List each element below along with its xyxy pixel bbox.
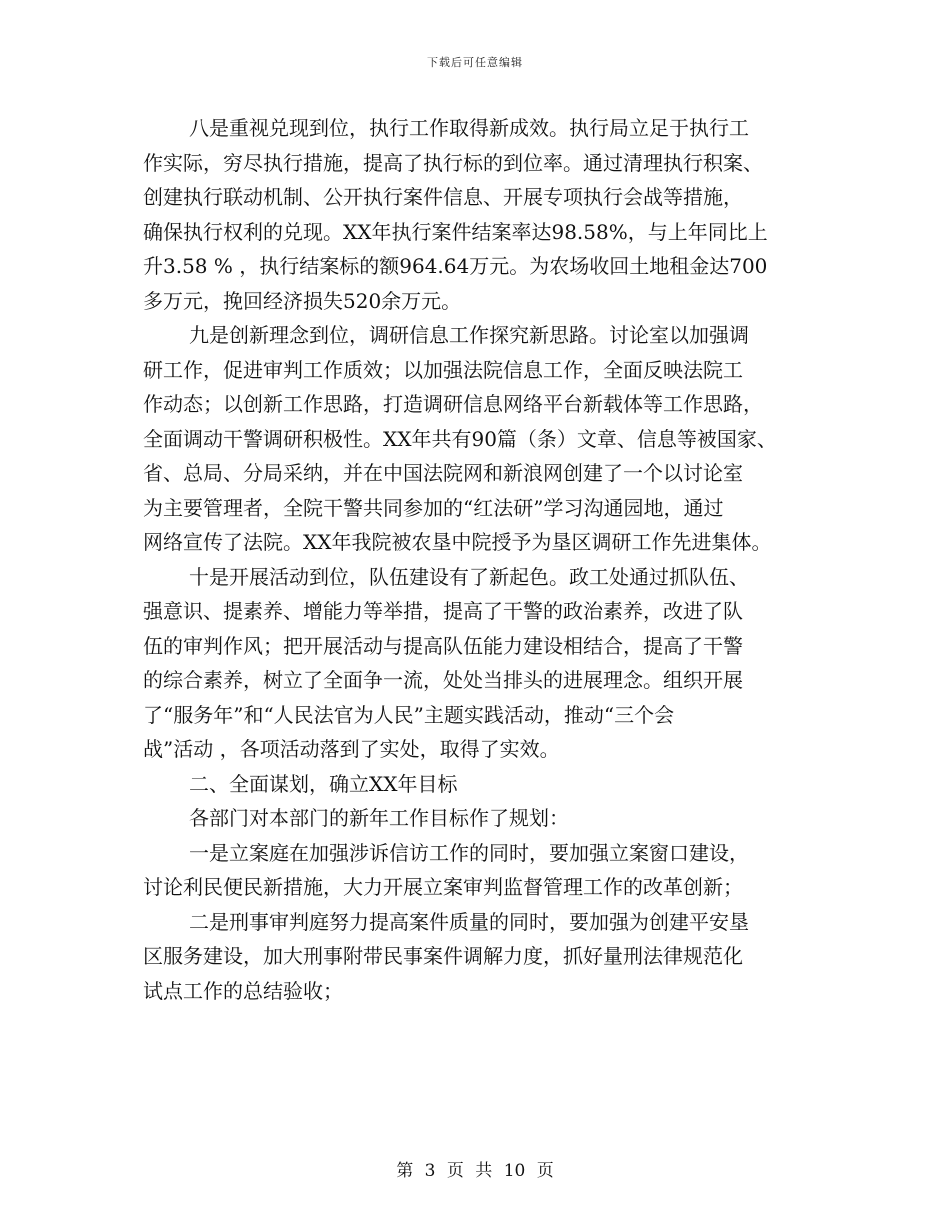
- paragraph-line: 强意识、提素养、增能力等举措，提高了干警的政治素养，改进了队: [143, 599, 743, 623]
- paragraph-line: 十是开展活动到位，队伍建设有了新起色。政工处通过抓队伍、: [189, 564, 749, 589]
- paragraph-criminal-court: [143, 905, 823, 1009]
- paragraph-line: 的综合素养，树立了全面争一流，处处当排头的进展理念。组织开展: [143, 668, 743, 692]
- paragraph-line: 升3.58 % ，执行结案标的额964.64万元。为农场收回土地租金达700: [143, 254, 768, 278]
- paragraph-line: 区服务建设，加大刑事附带民事案件调解力度，抓好量刑法律规范化: [143, 944, 743, 968]
- paragraph-line: 伍的审判作风；把开展活动与提高队伍能力建设相结合，提高了干警: [143, 633, 743, 658]
- paragraph-line: 多万元，挽回经济损失520余万元。: [143, 288, 462, 313]
- page-number: 第 3 页 共 10 页: [396, 1161, 554, 1181]
- paragraph-line: 全面调动干警调研积极性。XX年共有90篇（条）文章、信息等被国家、: [143, 426, 777, 451]
- paragraph-line: 了“服务年”和“人民法官为人民”主题实践活动，推动“三个会: [143, 702, 675, 727]
- paragraph-enforcement: [143, 111, 823, 318]
- paragraph-line: 二是刑事审判庭努力提高案件质量的同时，要加强为创建平安垦: [189, 909, 749, 934]
- paragraph-line: 作实际，穷尽执行措施，提高了执行标的到位率。通过清理执行积案、: [143, 150, 763, 175]
- paragraph-team-building: [143, 560, 823, 767]
- paragraph-line: 为主要管理者，全院干警共同参加的“红法研”学习沟通园地，通过: [143, 495, 724, 520]
- paragraph-line: 各部门对本部门的新年工作目标作了规划：: [189, 806, 569, 830]
- paragraph-line: 九是创新理念到位，调研信息工作探究新思路。讨论室以加强调: [189, 323, 749, 347]
- paragraph-line: 创建执行联动机制、公开执行案件信息、开展专项执行会战等措施，: [143, 185, 743, 209]
- paragraph-line: 省、总局、分局采纳，并在中国法院网和新浪网创建了一个以讨论室: [143, 461, 743, 485]
- page-header: 下载后可任意编辑: [427, 56, 523, 69]
- paragraph-intro: [143, 801, 823, 836]
- paragraph-research: [143, 318, 823, 560]
- paragraph-filing-court: [143, 836, 823, 905]
- section-heading: [143, 767, 823, 802]
- paragraph-line: 战”活动 ，各项活动落到了实处，取得了实效。: [143, 737, 560, 761]
- paragraph-line: 八是重视兑现到位，执行工作取得新成效。执行局立足于执行工: [189, 116, 749, 140]
- section-heading-text: 二、全面谋划，确立XX年目标: [189, 771, 458, 796]
- paragraph-line: 讨论利民便民新措施，大力开展立案审判监督管理工作的改革创新；: [143, 875, 743, 899]
- paragraph-line: 研工作，促进审判工作质效；以加强法院信息工作，全面反映法院工: [143, 357, 743, 382]
- document-body: [143, 111, 823, 1008]
- paragraph-line: 确保执行权利的兑现。XX年执行案件结案率达98.58%，与上年同比上: [143, 219, 768, 244]
- paragraph-line: 试点工作的总结验收；: [143, 978, 343, 1003]
- paragraph-line: 作动态；以创新工作思路，打造调研信息网络平台新载体等工作思路，: [143, 392, 763, 416]
- paragraph-line: 一是立案庭在加强涉诉信访工作的同时，要加强立案窗口建设，: [189, 840, 749, 865]
- paragraph-line: 网络宣传了法院。XX年我院被农垦中院授予为垦区调研工作先进集体。: [143, 530, 772, 554]
